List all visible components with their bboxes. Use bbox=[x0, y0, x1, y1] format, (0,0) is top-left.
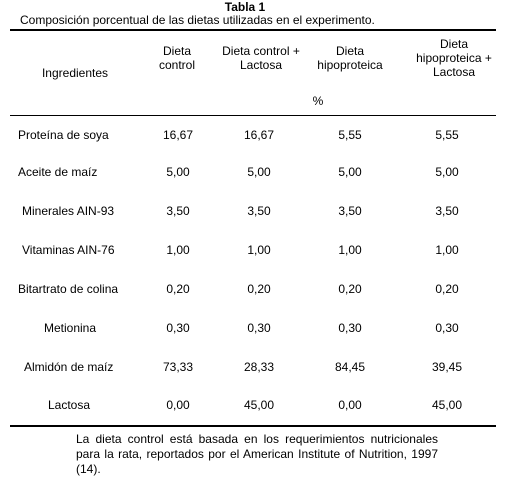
value-cell: 5,00 bbox=[338, 165, 362, 179]
header-rule bbox=[10, 115, 496, 116]
table-row bbox=[0, 128, 510, 148]
value-cell: 1,00 bbox=[247, 243, 271, 257]
table-row bbox=[0, 398, 510, 418]
ingredient-cell: Minerales AIN-93 bbox=[22, 204, 115, 218]
value-cell: 16,67 bbox=[162, 128, 194, 142]
ingredient-cell: Lactosa bbox=[48, 398, 91, 412]
top-rule bbox=[10, 29, 496, 31]
ingredient-cell: Vitaminas AIN-76 bbox=[22, 243, 115, 257]
value-cell: 0,30 bbox=[166, 321, 190, 335]
value-cell: 3,50 bbox=[166, 204, 190, 218]
value-cell: 0,20 bbox=[166, 282, 190, 296]
ingredient-cell: Metionina bbox=[44, 321, 97, 335]
value-cell: 3,50 bbox=[435, 204, 459, 218]
table-row bbox=[0, 321, 510, 341]
value-cell: 5,00 bbox=[166, 165, 190, 179]
value-cell: 1,00 bbox=[435, 243, 459, 257]
value-cell: 0,20 bbox=[247, 282, 271, 296]
value-cell: 84,45 bbox=[334, 360, 366, 374]
value-cell: 45,00 bbox=[431, 398, 463, 412]
table-row bbox=[0, 204, 510, 224]
table-footnote: La dieta control está basada en los requerimientos nutricionales para la rata, reportados por el American Institute of Nutrition, 1997 (14). bbox=[76, 432, 438, 476]
bottom-rule bbox=[10, 425, 496, 427]
header-dieta-hipoproteica-lactosa: Dieta hipoproteica + Lactosa bbox=[416, 37, 492, 79]
header-ingredients: Ingredientes bbox=[41, 66, 109, 80]
table-subtitle: Composición porcentual de las dietas utilizadas en el experimento. bbox=[20, 13, 375, 27]
value-cell: 1,00 bbox=[166, 243, 190, 257]
value-cell: 0,00 bbox=[338, 398, 362, 412]
header-dieta-hipoproteica: Dieta hipoproteica bbox=[317, 44, 383, 72]
value-cell: 0,30 bbox=[247, 321, 271, 335]
value-cell: 45,00 bbox=[243, 398, 275, 412]
value-cell: 5,55 bbox=[338, 128, 362, 142]
value-cell: 28,33 bbox=[243, 360, 275, 374]
value-cell: 0,20 bbox=[435, 282, 459, 296]
ingredient-cell: Aceite de maíz bbox=[18, 165, 98, 179]
value-cell: 16,67 bbox=[243, 128, 275, 142]
value-cell: 73,33 bbox=[162, 360, 194, 374]
header-unit: % bbox=[312, 94, 324, 108]
table-row bbox=[0, 165, 510, 185]
ingredient-cell: Proteína de soya bbox=[18, 128, 109, 142]
header-dieta-control-lactosa: Dieta control + Lactosa bbox=[222, 44, 300, 72]
value-cell: 1,00 bbox=[338, 243, 362, 257]
value-cell: 39,45 bbox=[431, 360, 463, 374]
value-cell: 0,00 bbox=[166, 398, 190, 412]
value-cell: 0,20 bbox=[338, 282, 362, 296]
ingredient-cell: Almidón de maíz bbox=[24, 360, 114, 374]
table-row bbox=[0, 282, 510, 302]
value-cell: 0,30 bbox=[435, 321, 459, 335]
ingredient-cell: Bitartrato de colina bbox=[18, 282, 119, 296]
value-cell: 5,00 bbox=[435, 165, 459, 179]
value-cell: 5,00 bbox=[247, 165, 271, 179]
table-row bbox=[0, 360, 510, 380]
value-cell: 3,50 bbox=[247, 204, 271, 218]
table-row bbox=[0, 243, 510, 263]
table-title: Tabla 1 bbox=[224, 0, 266, 14]
value-cell: 5,55 bbox=[435, 128, 459, 142]
value-cell: 3,50 bbox=[338, 204, 362, 218]
header-dieta-control: Dieta control bbox=[158, 44, 196, 72]
value-cell: 0,30 bbox=[338, 321, 362, 335]
